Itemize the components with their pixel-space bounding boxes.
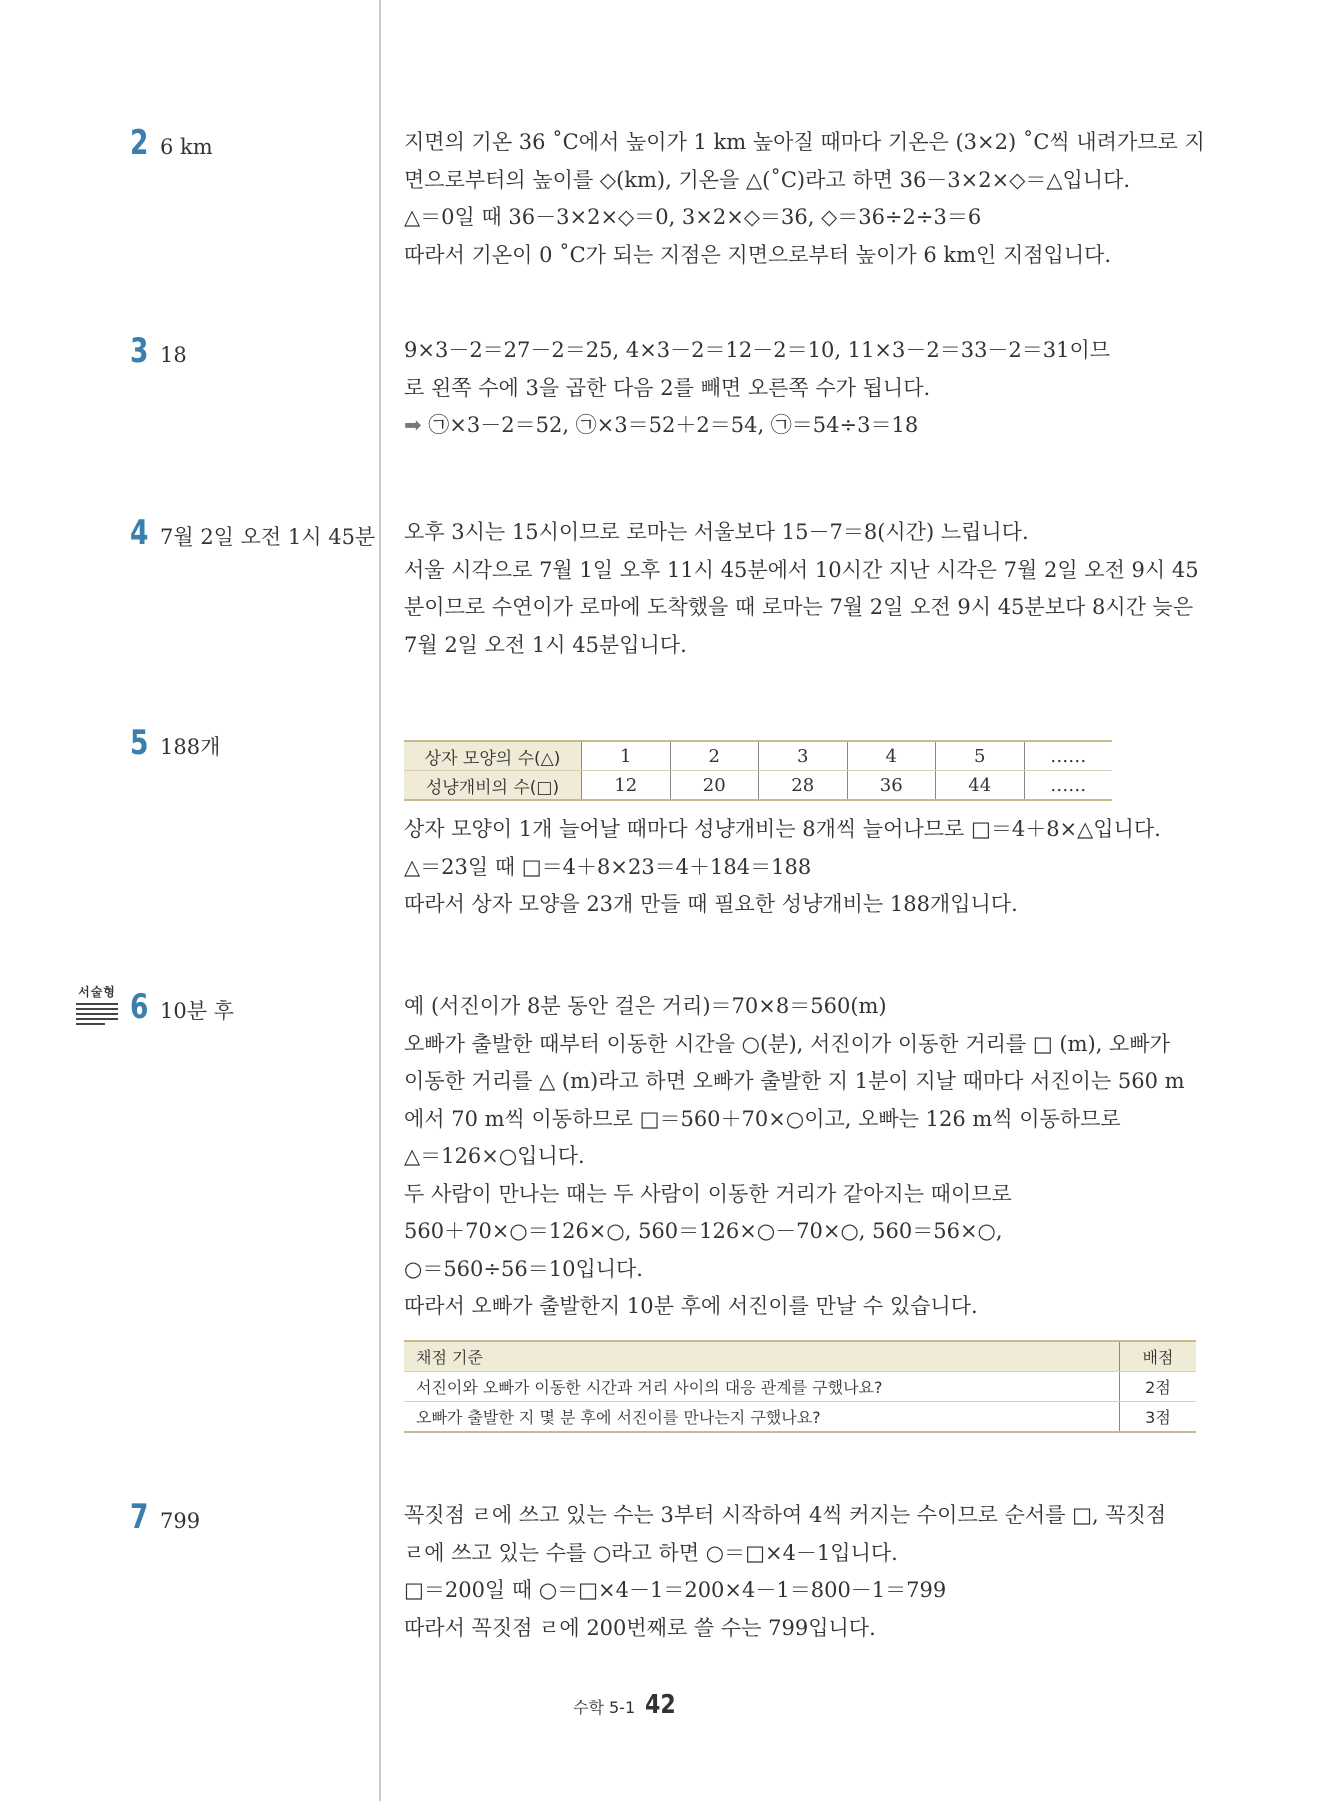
answer-5 [130, 723, 221, 763]
solution-line: 9×3－2＝27－2＝25, 4×3－2＝12－2＝10, 11×3－2＝33－2＝31이므 [404, 338, 1111, 362]
lines-icon [76, 1003, 118, 1025]
solution-6 [404, 988, 1204, 1326]
solution-7 [404, 1497, 1204, 1647]
table-cell: 1 [582, 741, 671, 771]
solution-line: △＝126×○입니다. [404, 1144, 585, 1168]
solution-line: 두 사람이 만나는 때는 두 사람이 이동한 거리가 같아지는 때이므로 [404, 1181, 1012, 1206]
rubric-points-header: 배점 [1120, 1341, 1197, 1372]
table-row [404, 741, 1112, 771]
table-cell: 36 [847, 771, 936, 801]
table-cell: 28 [759, 771, 848, 801]
table-cell: 20 [670, 771, 759, 801]
solution-line [404, 407, 1204, 445]
pattern-table [404, 740, 1112, 801]
answer-3 [130, 331, 187, 371]
problem-number: 4 [130, 513, 149, 553]
solution-line: 분이므로 수연이가 로마에 도착했을 때 로마는 7월 2일 오전 9시 45분보다 8시간 늦은 [404, 595, 1194, 619]
table-row [404, 1402, 1196, 1433]
answer-6 [130, 987, 234, 1027]
problem-number: 5 [130, 723, 149, 763]
solution-line: 예 (서진이가 8분 동안 걸은 거리)＝70×8＝560(m) [404, 994, 887, 1018]
answer-value: 6 km [160, 135, 213, 159]
solution-5 [404, 811, 1204, 924]
solution-line: 따라서 꼭짓점 ㄹ에 200번째로 쓸 수는 799입니다. [404, 1615, 876, 1640]
answer-value: 7월 2일 오전 1시 45분 [160, 525, 376, 549]
answer-value: 799 [160, 1509, 201, 1533]
arrow-right-icon: ➡ [404, 413, 422, 437]
table-cell: 12 [582, 771, 671, 801]
table-cell: …… [1050, 774, 1087, 796]
solution-3 [404, 332, 1204, 445]
solution-line: 7월 2일 오전 1시 45분입니다. [404, 632, 687, 657]
subject-label: 수학 5-1 [573, 1698, 636, 1717]
solution-line: 560＋70×○＝126×○, 560＝126×○－70×○, 560＝56×○, [404, 1219, 1003, 1243]
table-cell: 2 [670, 741, 759, 771]
descriptive-badge [76, 983, 118, 1028]
answer-value: 18 [160, 343, 187, 367]
solution-line: 따라서 상자 모양을 23개 만들 때 필요한 성냥개비는 188개입니다. [404, 892, 1018, 916]
solution-line: 에서 70 m씩 이동하므로 □＝560＋70×○이고, 오빠는 126 m씩 이동하므로 [404, 1106, 1121, 1131]
solution-line: ○＝560÷56＝10입니다. [404, 1256, 643, 1281]
problem-number: 3 [130, 331, 149, 371]
table-cell: 4 [847, 741, 936, 771]
page-number: 42 [645, 1690, 676, 1720]
table-header-row [404, 1341, 1196, 1372]
answer-2 [130, 123, 213, 163]
solution-line: □＝200일 때 ○＝□×4－1＝200×4－1＝800－1＝799 [404, 1578, 947, 1602]
table-cell: 44 [936, 771, 1025, 801]
solution-line: △＝23일 때 □＝4＋8×23＝4＋184＝188 [404, 854, 812, 879]
solution-line: 따라서 기온이 0 ˚C가 되는 지점은 지면으로부터 높이가 6 km인 지점입니다. [404, 242, 1112, 267]
problem-number: 6 [130, 987, 149, 1027]
solution-line-text: ㉠×3－2＝52, ㉠×3＝52＋2＝54, ㉠＝54÷3＝18 [428, 413, 919, 437]
table-row [404, 1372, 1196, 1402]
problem-number: 2 [130, 123, 149, 163]
solution-line: 따라서 오빠가 출발한지 10분 후에 서진이를 만날 수 있습니다. [404, 1294, 978, 1318]
table-row [404, 771, 1112, 801]
table-cell: …… [1024, 741, 1112, 771]
table-row-header: 성냥개비의 수(□) [404, 771, 582, 801]
solution-line: 서울 시각으로 7월 1일 오후 11시 45분에서 10시간 지난 시각은 7월 2일 오전 9시 45 [404, 557, 1199, 582]
solution-line: 꼭짓점 ㄹ에 쓰고 있는 수는 3부터 시작하여 4씩 커지는 수이므로 순서를 □, 꼭짓점 [404, 1503, 1167, 1527]
solution-line: 로 왼쪽 수에 3을 곱한 다음 2를 빼면 오른쪽 수가 됩니다. [404, 375, 931, 400]
table-cell: 5 [936, 741, 1025, 771]
solution-line: ㄹ에 쓰고 있는 수를 ○라고 하면 ○＝□×4－1입니다. [404, 1540, 898, 1565]
solution-line: 상자 모양이 1개 늘어날 때마다 성냥개비는 8개씩 늘어나므로 □＝4＋8×△입니다. [404, 817, 1161, 841]
solution-line: △＝0일 때 36－3×2×◇＝0, 3×2×◇＝36, ◇＝36÷2÷3＝6 [404, 205, 982, 229]
answer-7 [130, 1497, 201, 1537]
column-divider [379, 0, 381, 1801]
rubric-table [404, 1340, 1196, 1433]
rubric-points: 3점 [1120, 1402, 1197, 1433]
solution-line: 오빠가 출발한 때부터 이동한 시간을 ○(분), 서진이가 이동한 거리를 □ (m), 오빠가 [404, 1031, 1170, 1056]
solution-line: 오후 3시는 15시이므로 로마는 서울보다 15－7＝8(시간) 느립니다. [404, 520, 1029, 544]
rubric-criteria-header: 채점 기준 [404, 1341, 1120, 1372]
answer-value: 188개 [160, 735, 221, 759]
rubric-criteria: 서진이와 오빠가 이동한 시간과 거리 사이의 대응 관계를 구했나요? [404, 1372, 1120, 1402]
answer-4 [130, 513, 376, 553]
problem-number: 7 [130, 1497, 149, 1537]
table-row-header: 상자 모양의 수(△) [404, 741, 582, 771]
badge-label: 서술형 [78, 985, 116, 999]
rubric-points: 2점 [1120, 1372, 1197, 1402]
solution-line: 지면의 기온 36 ˚C에서 높이가 1 km 높아질 때마다 기온은 (3×2) ˚C씩 내려가므로 지 [404, 130, 1205, 154]
answer-value: 10분 후 [160, 999, 234, 1023]
rubric-criteria: 오빠가 출발한 지 몇 분 후에 서진이를 만나는지 구했나요? [416, 1408, 821, 1427]
solution-2 [404, 124, 1204, 274]
page-footer [573, 1690, 681, 1720]
solution-line: 이동한 거리를 △ (m)라고 하면 오빠가 출발한 지 1분이 지날 때마다 서진이는 560 m [404, 1069, 1185, 1093]
solution-4 [404, 514, 1204, 664]
table-cell: 3 [759, 741, 848, 771]
solution-line: 면으로부터의 높이를 ◇(km), 기온을 △(˚C)라고 하면 36－3×2×◇＝△입니다. [404, 167, 1131, 192]
